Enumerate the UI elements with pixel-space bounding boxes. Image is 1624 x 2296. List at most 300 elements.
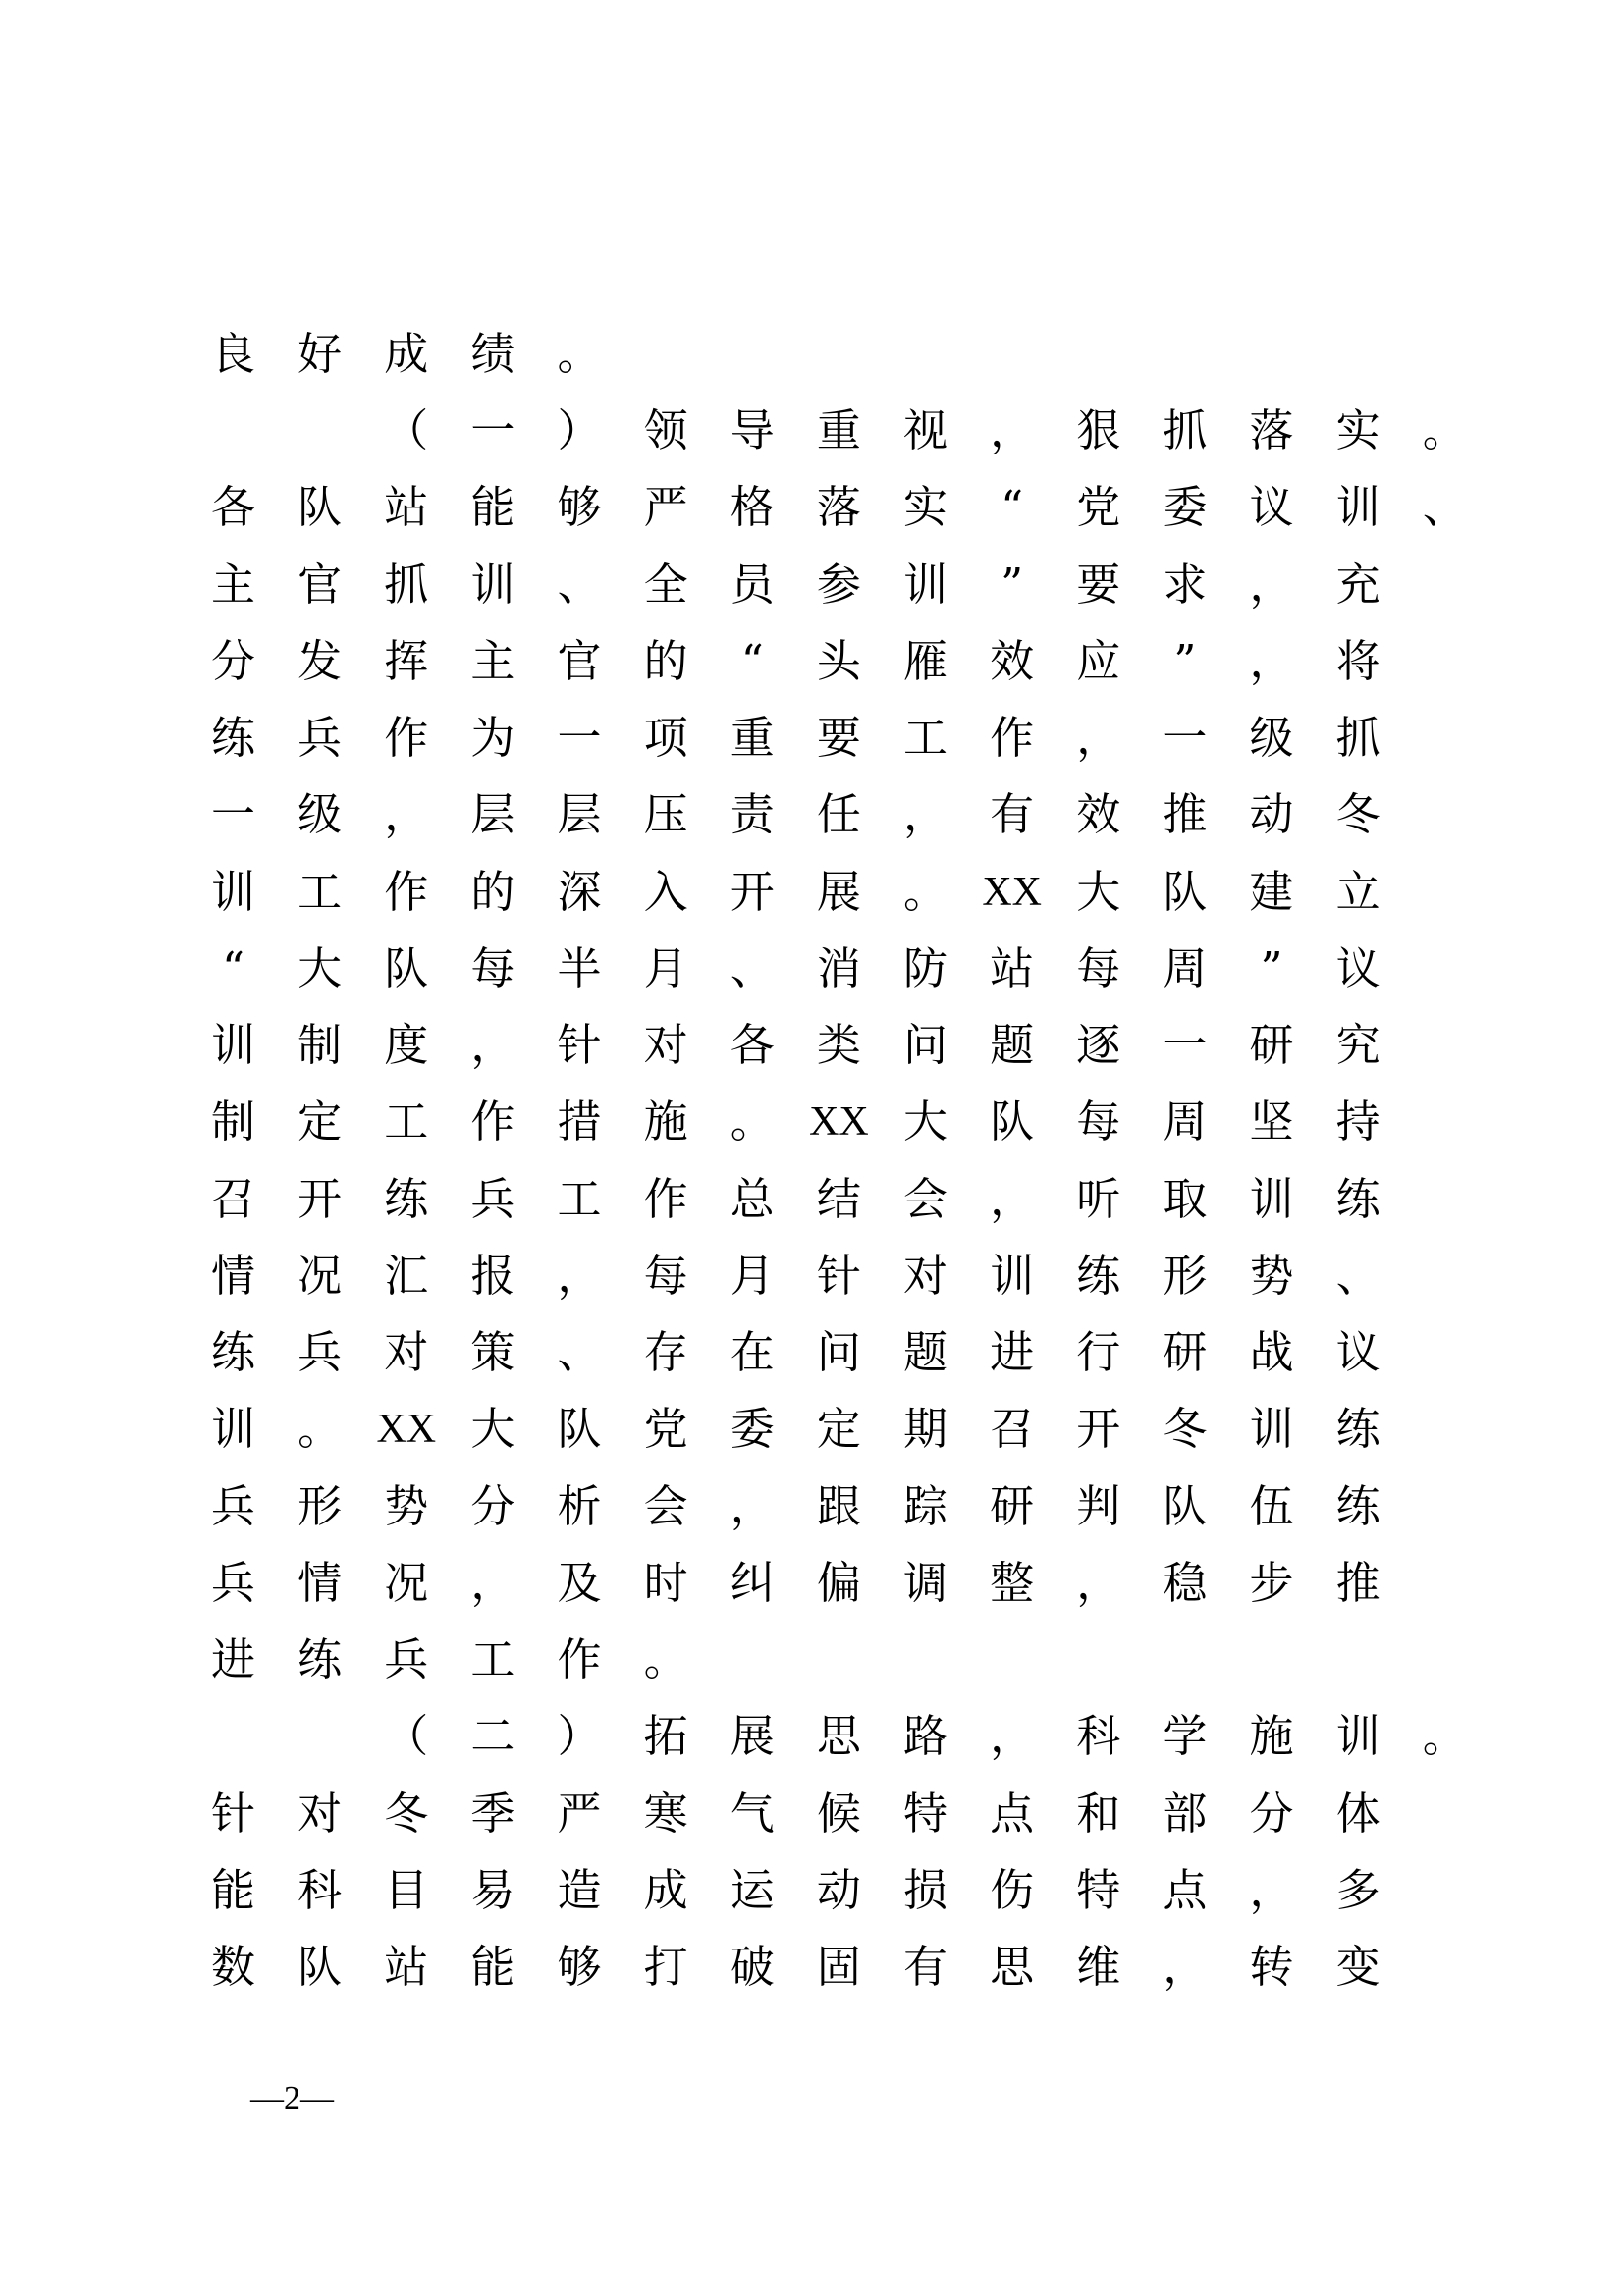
text-line [190,469,1489,546]
glyph-cell: 大 [298,941,343,994]
text-line [190,776,1489,853]
glyph-cell: 格 [730,481,775,534]
glyph-cell: 各 [211,481,256,534]
glyph-cell: 领 [643,404,688,457]
glyph-cell: ” [1173,634,1197,687]
glyph-cell: 要 [816,712,861,765]
glyph-cell: 思 [990,1941,1035,1994]
glyph-cell: 层 [557,788,602,841]
glyph-cell: 作 [384,865,429,918]
glyph-cell: 兵 [298,712,343,765]
glyph-cell: 逐 [1076,1019,1121,1072]
glyph-cell: 况 [298,1249,343,1302]
glyph-cell: 报 [470,1249,515,1302]
glyph-cell: 委 [730,1403,775,1456]
glyph-cell: 偏 [816,1556,861,1609]
text-line [190,700,1489,776]
glyph-cell: 抓 [384,558,429,611]
glyph-cell: 析 [557,1479,602,1532]
glyph-cell: 任 [816,788,861,841]
glyph-cell: 维 [1076,1941,1121,1994]
glyph-cell: 周 [1163,941,1208,994]
glyph-cell: 针 [211,1787,256,1840]
glyph-cell: 防 [903,941,948,994]
glyph-cell: 训 [1249,1172,1294,1225]
glyph-cell: 狠 [1076,404,1121,457]
glyph-cell: 月 [643,941,688,994]
text-line [190,1545,1489,1622]
glyph-cell: 时 [643,1556,688,1609]
glyph-cell: 一 [470,404,515,457]
glyph-cell: 纠 [730,1556,775,1609]
glyph-cell: 作 [990,712,1035,765]
glyph-cell: 作 [384,712,429,765]
glyph-cell: 学 [1163,1710,1208,1763]
glyph-cell: 措 [557,1095,602,1148]
glyph-cell: 进 [211,1633,256,1686]
glyph-cell: 汇 [384,1249,429,1302]
glyph-cell: 兵 [298,1326,343,1379]
glyph-cell: 开 [298,1172,343,1225]
glyph-cell: 队 [1163,865,1208,918]
glyph-cell: 多 [1335,1863,1380,1916]
glyph-cell: ， [470,1556,515,1609]
glyph-cell: 点 [1163,1863,1208,1916]
glyph-cell: ， [990,404,1035,457]
glyph-cell: 展 [730,1710,775,1763]
glyph-cell: 参 [816,558,861,611]
glyph-cell: 、 [1422,481,1467,534]
glyph-cell: 作 [557,1633,602,1686]
text-line [190,1314,1489,1391]
glyph-cell: 重 [816,404,861,457]
glyph-cell: 责 [730,788,775,841]
glyph-cell: 持 [1335,1095,1380,1148]
glyph-cell: 思 [816,1710,861,1763]
text-line [190,1161,1489,1238]
glyph-cell: 效 [990,634,1035,687]
glyph-cell: “ [222,941,245,994]
glyph-cell: 作 [643,1172,688,1225]
text-line [190,1084,1489,1160]
glyph-cell: 的 [643,634,688,687]
glyph-cell: 针 [816,1249,861,1302]
glyph-cell: 大 [1076,865,1121,918]
glyph-cell: 稳 [1163,1556,1208,1609]
text-line [190,1391,1489,1468]
glyph-cell: 在 [730,1326,775,1379]
glyph-cell: 对 [643,1019,688,1072]
glyph-cell: 员 [730,558,775,611]
glyph-cell: 工 [470,1633,515,1686]
glyph-cell: ， [730,1479,775,1532]
glyph-cell: 冬 [1163,1403,1208,1456]
glyph-cell: 队 [557,1403,602,1456]
glyph-cell: 工 [903,712,948,765]
glyph-cell: 和 [1076,1787,1121,1840]
text-line [190,1852,1489,1929]
text-line [190,1007,1489,1084]
glyph-cell: 层 [470,788,515,841]
glyph-cell: 体 [1335,1787,1380,1840]
glyph-cell: 大 [470,1403,515,1456]
glyph-cell: 队 [298,1941,343,1994]
glyph-cell: 有 [903,1941,948,1994]
glyph-cell: 对 [903,1249,948,1302]
glyph-cell: 工 [557,1172,602,1225]
glyph-cell: 分 [1249,1787,1294,1840]
glyph-cell: 充 [1335,558,1380,611]
glyph-cell: 兵 [470,1172,515,1225]
glyph-cell: 存 [643,1326,688,1379]
glyph-cell: 练 [298,1633,343,1686]
glyph-cell: 视 [903,404,948,457]
glyph-cell: 项 [643,712,688,765]
glyph-cell: 每 [1076,941,1121,994]
glyph-cell: 取 [1163,1172,1208,1225]
glyph-cell: 消 [816,941,861,994]
glyph-cell: 。 [730,1095,775,1148]
glyph-cell: 严 [643,481,688,534]
glyph-cell: 寒 [643,1787,688,1840]
glyph-cell: 行 [1076,1326,1121,1379]
glyph-cell: 对 [384,1326,429,1379]
glyph-cell: 深 [557,865,602,918]
text-line [190,1468,1489,1545]
glyph-cell: ， [1249,1863,1294,1916]
glyph-cell: 候 [816,1787,861,1840]
glyph-cell: ） [557,404,602,457]
glyph-cell: 兵 [211,1556,256,1609]
glyph-cell: 队 [1163,1479,1208,1532]
glyph-cell: 站 [990,941,1035,994]
glyph-cell: 分 [470,1479,515,1532]
section-heading [190,1698,1489,1775]
glyph-cell: 官 [298,558,343,611]
section-1 [190,393,1489,1698]
glyph-cell: 。 [1422,1710,1467,1763]
glyph-cell: 雁 [903,634,948,687]
glyph-cell: 成 [643,1863,688,1916]
glyph-cell: 挥 [384,634,429,687]
glyph-cell: 队 [990,1095,1035,1148]
glyph-cell: 每 [470,941,515,994]
glyph-cell: 类 [816,1019,861,1072]
glyph-cell: 打 [643,1941,688,1994]
glyph-cell: 建 [1249,865,1294,918]
glyph-cell: 进 [990,1326,1035,1379]
glyph-cell: 训 [1335,481,1380,534]
glyph-cell: 要 [1076,558,1121,611]
glyph-cell: 一 [1163,712,1208,765]
glyph-cell: 每 [643,1249,688,1302]
glyph-cell: 固 [816,1941,861,1994]
glyph-cell: 能 [470,1941,515,1994]
glyph-cell: 、 [557,1326,602,1379]
continued-paragraph [190,316,1489,393]
glyph-cell: 兵 [211,1479,256,1532]
text-line [190,1622,1489,1698]
glyph-cell: 分 [211,634,256,687]
glyph-cell: 易 [470,1863,515,1916]
glyph-cell: 够 [557,1941,602,1994]
glyph-cell: 、 [1335,1249,1380,1302]
glyph-cell: 有 [990,788,1035,841]
glyph-cell: 应 [1076,634,1121,687]
glyph-cell: 全 [643,558,688,611]
glyph-cell: 制 [211,1095,256,1148]
glyph-cell: 训 [903,558,948,611]
glyph-cell: 一 [211,788,256,841]
glyph-cell: 成 [384,327,429,380]
glyph-cell: （ [384,1710,429,1763]
glyph-cell: 伍 [1249,1479,1294,1532]
glyph-cell: ， [470,1019,515,1072]
glyph-cell: 落 [816,481,861,534]
glyph-cell: 问 [903,1019,948,1072]
text-line [190,931,1489,1007]
glyph-cell: 练 [211,1326,256,1379]
glyph-cell: 实 [903,481,948,534]
glyph-cell: 抓 [1335,712,1380,765]
section-heading [190,393,1489,469]
text-line [190,316,1489,393]
latin-glyph-cell: XX [809,1099,869,1146]
glyph-cell: 跟 [816,1479,861,1532]
glyph-cell: 练 [211,712,256,765]
glyph-cell: ， [990,1172,1035,1225]
glyph-cell: 科 [298,1863,343,1916]
glyph-cell: 问 [816,1326,861,1379]
glyph-cell: 议 [1335,1326,1380,1379]
glyph-cell: 够 [557,481,602,534]
latin-glyph-cell: XX [376,1407,437,1453]
glyph-cell: 听 [1076,1172,1121,1225]
glyph-cell: 各 [730,1019,775,1072]
glyph-cell: 及 [557,1556,602,1609]
glyph-cell: 针 [557,1019,602,1072]
glyph-cell: 严 [557,1787,602,1840]
glyph-cell: 势 [1249,1249,1294,1302]
glyph-cell: 立 [1335,865,1380,918]
glyph-cell: 站 [384,1941,429,1994]
glyph-cell: 训 [211,1403,256,1456]
glyph-cell: “ [1001,481,1024,534]
glyph-cell: 能 [211,1863,256,1916]
glyph-cell: 压 [643,788,688,841]
glyph-cell: 施 [1249,1710,1294,1763]
glyph-cell: 周 [1163,1095,1208,1148]
glyph-cell: 造 [557,1863,602,1916]
glyph-cell: 作 [470,1095,515,1148]
glyph-cell: 训 [470,558,515,611]
glyph-cell: 题 [990,1019,1035,1072]
glyph-cell: 。 [1422,404,1467,457]
glyph-cell: 级 [298,788,343,841]
glyph-cell: 冬 [1335,788,1380,841]
glyph-cell: 抓 [1163,404,1208,457]
glyph-cell: 判 [1076,1479,1121,1532]
glyph-cell: 题 [903,1326,948,1379]
glyph-cell: 头 [816,634,861,687]
glyph-cell: 动 [1249,788,1294,841]
glyph-cell: 。 [298,1403,343,1456]
glyph-cell: 的 [470,865,515,918]
glyph-cell: 目 [384,1863,429,1916]
glyph-cell: 推 [1335,1556,1380,1609]
glyph-cell: 总 [730,1172,775,1225]
glyph-cell: ） [557,1710,602,1763]
glyph-cell: ， [1076,1556,1121,1609]
glyph-cell: 整 [990,1556,1035,1609]
glyph-cell: 。 [643,1633,688,1686]
glyph-cell: 大 [903,1095,948,1148]
glyph-cell: 站 [384,481,429,534]
glyph-cell: 委 [1163,481,1208,534]
glyph-cell: 制 [298,1019,343,1072]
glyph-cell: 伤 [990,1863,1035,1916]
glyph-cell: 落 [1249,404,1294,457]
glyph-cell: 、 [557,558,602,611]
glyph-cell: “ [740,634,764,687]
glyph-cell: 议 [1249,481,1294,534]
glyph-cell: 半 [557,941,602,994]
glyph-cell: 官 [557,634,602,687]
glyph-cell: 练 [1335,1479,1380,1532]
glyph-cell: 将 [1335,634,1380,687]
glyph-cell: 科 [1076,1710,1121,1763]
text-line [190,1776,1489,1852]
glyph-cell: 季 [470,1787,515,1840]
glyph-cell: 究 [1335,1019,1380,1072]
glyph-cell: 效 [1076,788,1121,841]
glyph-cell: 特 [1076,1863,1121,1916]
glyph-cell: 变 [1335,1941,1380,1994]
glyph-cell: 党 [1076,481,1121,534]
glyph-cell: 情 [298,1556,343,1609]
glyph-cell: 坚 [1249,1095,1294,1148]
glyph-cell: ， [1249,558,1294,611]
glyph-cell: 况 [384,1556,429,1609]
glyph-cell: 战 [1249,1326,1294,1379]
glyph-cell: 特 [903,1787,948,1840]
glyph-cell: ” [1260,941,1283,994]
text-line [190,854,1489,931]
glyph-cell: 路 [903,1710,948,1763]
glyph-cell: 队 [298,481,343,534]
glyph-cell: 动 [816,1863,861,1916]
glyph-cell: 一 [557,712,602,765]
glyph-cell: ， [1249,634,1294,687]
glyph-cell: 绩 [470,327,515,380]
glyph-cell: 对 [298,1787,343,1840]
glyph-cell: 实 [1335,404,1380,457]
glyph-cell: 数 [211,1941,256,1994]
glyph-cell: 研 [1249,1019,1294,1072]
glyph-cell: 一 [1163,1019,1208,1072]
glyph-cell: 。 [557,327,602,380]
glyph-cell: 发 [298,634,343,687]
glyph-cell: ， [1163,1941,1208,1994]
glyph-cell: 拓 [643,1710,688,1763]
glyph-cell: 训 [211,1019,256,1072]
glyph-cell: 期 [903,1403,948,1456]
glyph-cell: 开 [1076,1403,1121,1456]
glyph-cell: （ [384,404,429,457]
glyph-cell: ， [557,1249,602,1302]
glyph-cell: ， [903,788,948,841]
page-number: —2— [250,2080,334,2116]
glyph-cell: 练 [1335,1403,1380,1456]
glyph-cell: 运 [730,1863,775,1916]
glyph-cell: 开 [730,865,775,918]
glyph-cell: 度 [384,1019,429,1072]
glyph-cell: 结 [816,1172,861,1225]
glyph-cell: 二 [470,1710,515,1763]
glyph-cell: 势 [384,1479,429,1532]
glyph-cell: 展 [816,865,861,918]
glyph-cell: 重 [730,712,775,765]
glyph-cell: 求 [1163,558,1208,611]
glyph-cell: ， [990,1710,1035,1763]
glyph-cell: 召 [211,1172,256,1225]
glyph-cell: 能 [470,481,515,534]
glyph-cell: 转 [1249,1941,1294,1994]
glyph-cell: 练 [1335,1172,1380,1225]
glyph-cell: 队 [384,941,429,994]
section-2 [190,1698,1489,2005]
glyph-cell: 训 [1335,1710,1380,1763]
glyph-cell: ， [384,788,429,841]
glyph-cell: 调 [903,1556,948,1609]
glyph-cell: 练 [384,1172,429,1225]
glyph-cell: 召 [990,1403,1035,1456]
glyph-cell: 点 [990,1787,1035,1840]
glyph-cell: 每 [1076,1095,1121,1148]
glyph-cell: 损 [903,1863,948,1916]
glyph-cell: 好 [298,327,343,380]
glyph-cell: ， [1076,712,1121,765]
glyph-cell: 推 [1163,788,1208,841]
glyph-cell: 会 [643,1479,688,1532]
glyph-cell: 工 [384,1095,429,1148]
glyph-cell: 气 [730,1787,775,1840]
glyph-cell: 工 [298,865,343,918]
glyph-cell: 训 [211,865,256,918]
glyph-cell: 导 [730,404,775,457]
glyph-cell: 施 [643,1095,688,1148]
glyph-cell: 定 [816,1403,861,1456]
text-line [190,1929,1489,2005]
glyph-cell: 议 [1335,941,1380,994]
glyph-cell: 党 [643,1403,688,1456]
glyph-cell: 。 [903,865,948,918]
glyph-cell: 主 [211,558,256,611]
glyph-cell: ” [1001,558,1024,611]
glyph-cell: 良 [211,327,256,380]
text-line [190,547,1489,623]
glyph-cell: 研 [990,1479,1035,1532]
glyph-cell: 研 [1163,1326,1208,1379]
latin-glyph-cell: XX [982,869,1043,915]
glyph-cell: 训 [1249,1403,1294,1456]
glyph-cell: 冬 [384,1787,429,1840]
glyph-cell: 破 [730,1941,775,1994]
text-line [190,1238,1489,1314]
glyph-cell: 形 [298,1479,343,1532]
glyph-cell: 定 [298,1095,343,1148]
glyph-cell: 兵 [384,1633,429,1686]
